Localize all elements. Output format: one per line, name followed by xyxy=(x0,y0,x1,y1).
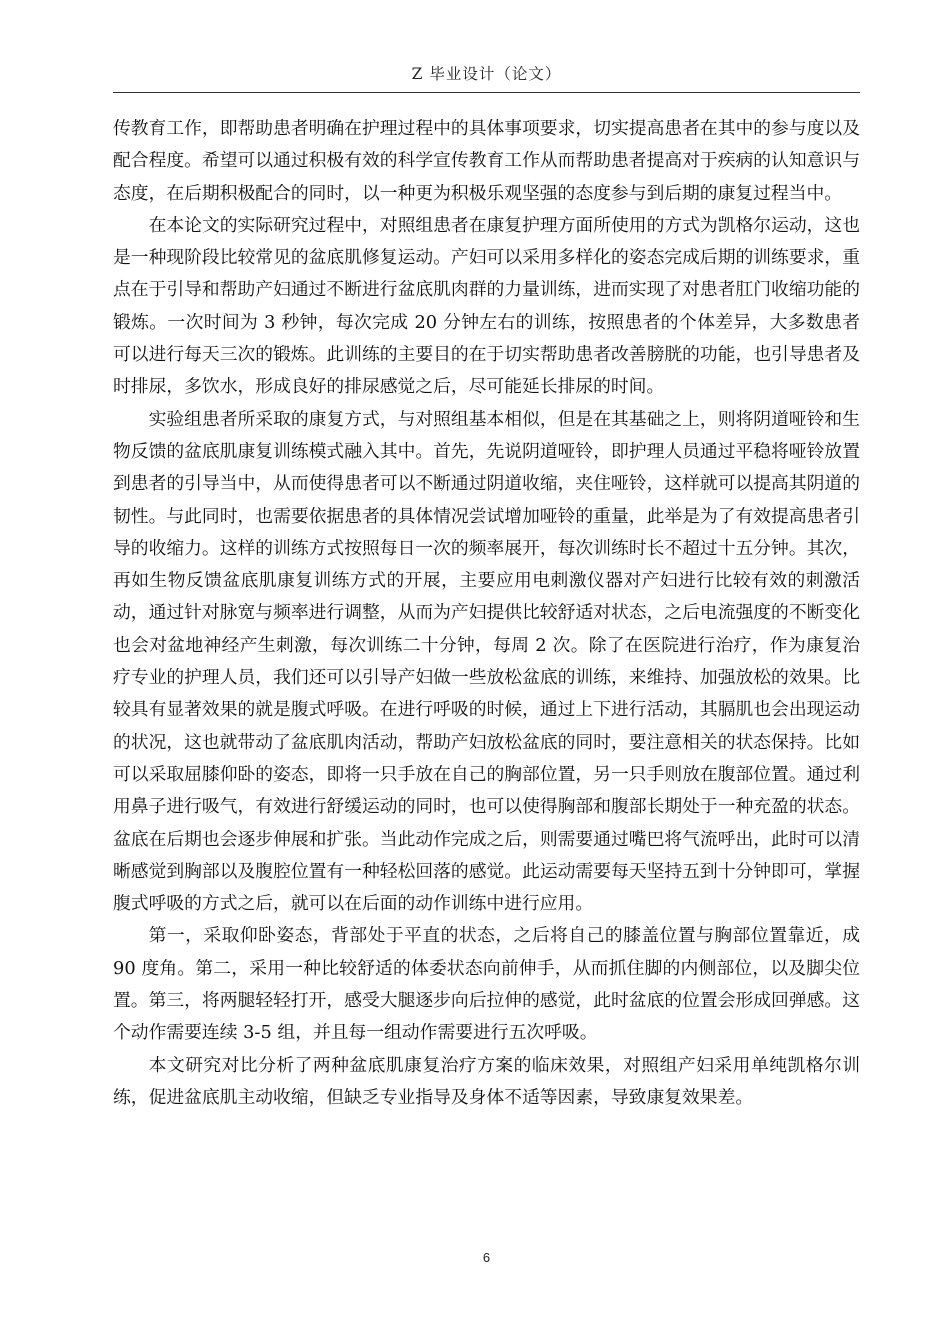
paragraph-control-group: 在本论文的实际研究过程中，对照组患者在康复护理方面所使用的方式为凯格尔运动，这也是一种现阶段比较常见的盆底肌修复运动。产妇可以采用多样化的姿态完成后期的训练要求，重点在于引导和帮助产妇通过不断进行盆底肌肉群的力量训练，进而实现了对患者肛门收缩功能的锻炼。一次时间为 3 秒钟，每次完成 20 分钟左右的训练，按照患者的个体差异，大多数患者可以进行每天三次的锻炼。此训练的主要目的在于切实帮助患者改善膀胱的功能，也引导患者及时排尿，多饮水，形成良好的排尿感觉之后，尽可能延长排尿的时间。 xyxy=(113,214,860,398)
page-number: 6 xyxy=(482,1250,491,1265)
page-header-title: Z 毕业设计（论文） xyxy=(411,65,562,83)
paragraph-experiment-group: 实验组患者所采取的康复方式，与对照组基本相似，但是在其基础之上，则将阴道哑铃和生物反馈的盆底肌康复训练模式融入其中。首先，先说阴道哑铃，即护理人员通过平稳将哑铃放置到患者的引导当中，从而使得患者可以不断通过阴道收缩，夹住哑铃，这样就可以提高其阴道的韧性。与此同时，也需要依据患者的具体情况尝试增加哑铃的重量，此举是为了有效提高患者引导的收缩力。这样的训练方式按照每日一次的频率展开，每次训练时长不超过十五分钟。其次，再如生物反馈盆底肌康复训练方式的开展，主要应用电刺激仪器对产妇进行比较有效的刺激活动，通过针对脉宽与频率进行调整，从而为产妇提供比较舒适对状态，之后电流强度的不断变化也会对盆地神经产生刺激，每次训练二十分钟，每周 2 次。除了在医院进行治疗，作为康复治疗专业的护理人员，我们还可以引导产妇做一些放松盆底的训练，来维持、加强放松的效果。比较具有显著效果的就是腹式呼吸。在进行呼吸的时候，通过上下进行活动，其膈肌也会出现运动的状况，这也就带动了盆底肌肉活动，帮助产妇放松盆底的同时，要注意相关的状态保持。比如可以采取屈膝仰卧的姿态，即将一只手放在自己的胸部位置，另一只手则放在腹部位置。通过利用鼻子进行吸气，有效进行舒缓运动的同时，也可以使得胸部和腹部长期处于一种充盈的状态。盆底在后期也会逐步伸展和扩张。当此动作完成之后，则需要通过嘴巴将气流呼出，此时可以清晰感觉到胸部以及腹腔位置有一种轻松回落的感觉。此运动需要每天坚持五到十分钟即可，掌握腹式呼吸的方式之后，就可以在后面的动作训练中进行应用。 xyxy=(113,408,860,915)
header-divider xyxy=(113,92,860,93)
paragraph-continuation: 传教育工作，即帮助患者明确在护理过程中的具体事项要求，切实提高患者在其中的参与度以及配合程度。希望可以通过积极有效的科学宣传教育工作从而帮助患者提高对于疾病的认知意识与态度，在后期积极配合的同时，以一种更为积极乐观坚强的态度参与到后期的康复过程当中。 xyxy=(113,118,860,204)
paragraph-exercise-steps: 第一，采取仰卧姿态，背部处于平直的状态，之后将自己的膝盖位置与胸部位置靠近，成 90 度角。第二，采用一种比较舒适的体委状态向前伸手，从而抓住脚的内侧部位，以及脚尖位置。第三，将两腿轻轻打开，感受大腿逐步向后拉伸的感觉，此时盆底的位置会形成回弹感。这个动作需要连续 3-5 组，并且每一组动作需要进行五次呼吸。 xyxy=(113,925,860,1044)
paragraph-summary: 本文研究对比分析了两种盆底肌康复治疗方案的临床效果，对照组产妇采用单纯凯格尔训练，促进盆底肌主动收缩，但缺乏专业指导及身体不适等因素，导致康复效果差。 xyxy=(113,1054,860,1108)
body-text xyxy=(113,113,860,1114)
